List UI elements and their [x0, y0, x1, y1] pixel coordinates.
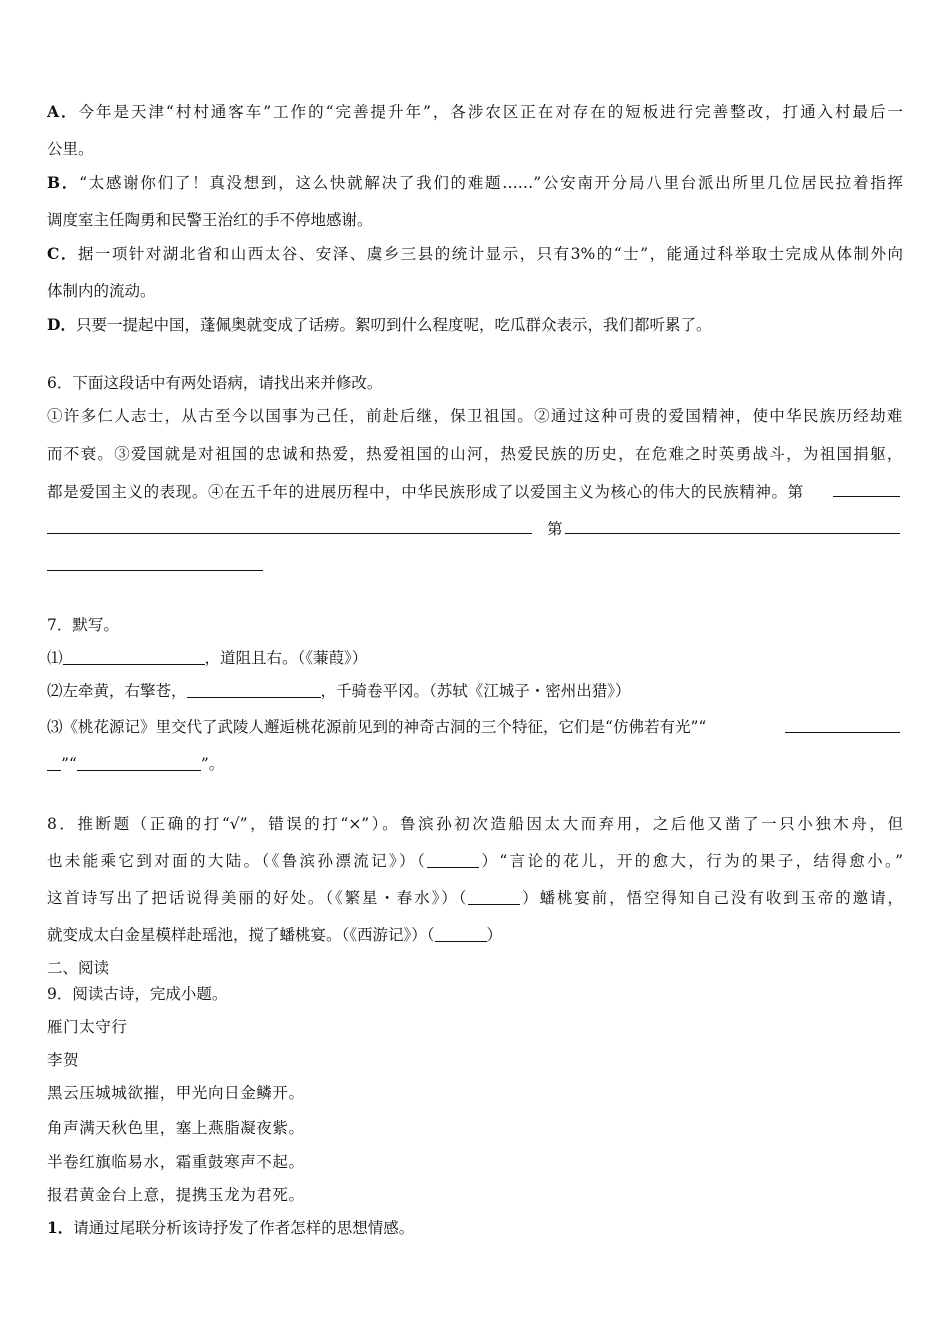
q7-item-3-line1 [47, 716, 787, 738]
q7-item-3-end-a: ”“ [61, 755, 77, 773]
q7-item-3-blank-1a[interactable] [785, 716, 900, 733]
poem-line-4: 报君黄金台上意，提携玉龙为君死。 [47, 1186, 305, 1204]
q9-title: 9．阅读古诗，完成小题。 [47, 985, 228, 1003]
option-c-line2: 体制内的流动。 [47, 282, 156, 300]
q8-line2-text-b: ）“言论的花儿，开的愈大，行为的果子，结得愈小。” [479, 852, 903, 870]
option-a-line1 [47, 101, 903, 123]
q8-line3-text-a: 这首诗写出了把话说得美丽的好处。（《繁星・春水》）（ [47, 889, 469, 907]
q7-item-1-blank[interactable] [63, 648, 205, 665]
q7-item-3-blank-2[interactable] [77, 754, 201, 771]
q9-subquestion-1-num: 1． [47, 1218, 74, 1237]
option-a-text: 今年是天津“村村通客车”工作的“完善提升年”，各涉农区正在对存在的短板进行完善整改，打通入村最后一 [78, 103, 903, 121]
q6-answer-blank-2b[interactable] [47, 554, 263, 571]
option-b-text: “太感谢你们了！真没想到，这么快就解决了我们的难题……”公安南开分局八里台派出所里几位居民拉着指挥 [79, 174, 903, 192]
option-b-label: B． [47, 173, 80, 192]
q6-di-label: 第 [547, 520, 563, 538]
q6-answer-blank-1b[interactable] [47, 517, 532, 534]
q9-subquestion-1 [47, 1217, 903, 1239]
q7-item-2-text-b: ，千骑卷平冈。（苏轼《江城子・密州出猎》） [320, 682, 631, 700]
option-a-line2: 公里。 [47, 140, 94, 158]
q7-item-1-text: ，道阻且右。（《蒹葭》） [204, 649, 368, 667]
option-d-line1 [47, 314, 903, 336]
option-d-text: 只要一提起中国，蓬佩奥就变成了话痨。絮叨到什么程度呢，吃瓜群众表示，我们都听累了。 [75, 316, 712, 334]
poem-line-1: 黑云压城城欲摧，甲光向日金鳞开。 [47, 1084, 305, 1102]
q7-item-3-end-b: ”。 [200, 755, 225, 773]
poem-line-2: 角声满天秋色里，塞上燕脂凝夜紫。 [47, 1119, 305, 1137]
q6-title: 6．下面这段话中有两处语病，请找出来并修改。 [47, 374, 383, 392]
option-c-line1 [47, 243, 903, 265]
q7-item-2-text-a: 左牵黄，右擎苍， [62, 682, 187, 700]
q7-item-2-blank[interactable] [187, 681, 321, 698]
q7-item-1-num: ⑴ [47, 649, 63, 667]
poem-line-3: 半卷红旗临易水，霜重鼓寒声不起。 [47, 1153, 305, 1171]
q8-line1: 8．推断题（正确的打“√”，错误的打“×”）。鲁滨孙初次造船因太大而弃用，之后他又凿了一只小独木舟，但 [47, 815, 903, 833]
q8-answer-blank-3[interactable] [435, 925, 487, 942]
q8-line4-text-b: ） [486, 926, 503, 944]
q7-item-3-num: ⑶ [47, 718, 63, 736]
q7-title: 7．默写。 [47, 616, 119, 634]
option-d-label: D． [47, 315, 76, 334]
q7-item-2-num: ⑵ [47, 682, 63, 700]
q7-item-3-blank-1b[interactable] [47, 754, 61, 771]
option-c-label: C． [47, 244, 78, 263]
q7-item-3-line2 [47, 753, 903, 775]
poem-author: 李贺 [47, 1051, 80, 1069]
q6-answer-blank-1a[interactable] [833, 480, 900, 497]
q8-line2 [47, 850, 903, 872]
q8-line3 [47, 887, 903, 909]
option-b-line2: 调度室主任陶勇和民警王治红的手不停地感谢。 [47, 211, 373, 229]
q7-item-2 [47, 680, 903, 702]
q8-line4 [47, 924, 903, 946]
q6-paragraph-line1: ①许多仁人志士，从古至今以国事为己任，前赴后继，保卫祖国。②通过这种可贵的爱国精神，使中华民族历经劫难 [47, 407, 903, 425]
q8-line3-text-b: ）蟠桃宴前，悟空得知自己没有收到玉帝的邀请， [520, 889, 903, 907]
section-heading: 二、阅读 [47, 959, 110, 977]
poem-title: 雁门太守行 [47, 1018, 128, 1036]
q7-item-3-text: 《桃花源记》里交代了武陵人邂逅桃花源前见到的神奇古洞的三个特征，它们是“仿佛若有光”“ [62, 718, 707, 736]
q7-item-1 [47, 647, 903, 669]
q9-subquestion-1-text: 请通过尾联分析该诗抒发了作者怎样的思想情感。 [73, 1219, 415, 1237]
option-a-label: A． [47, 102, 79, 121]
q8-line4-text-a: 就变成太白金星模样赴瑶池，搅了蟠桃宴。（《西游记》）（ [47, 926, 435, 944]
option-b-line1 [47, 172, 903, 194]
q6-paragraph-line2: 而不衰。③爱国就是对祖国的忠诚和热爱，热爱祖国的山河，热爱民族的历史，在危难之时英勇战斗，为祖国捐躯， [47, 445, 903, 463]
q8-answer-blank-1[interactable] [427, 851, 479, 868]
q6-paragraph-line3: 都是爱国主义的表现。④在五千年的进展历程中，中华民族形成了以爱国主义为核心的伟大的民族精神。第 [47, 483, 804, 501]
q8-answer-blank-2[interactable] [468, 888, 520, 905]
option-c-text: 据一项针对湖北省和山西太谷、安泽、虞乡三县的统计显示，只有3%的“士”，能通过科举取士完成从体制外向 [77, 245, 903, 263]
q8-line2-text-a: 也未能乘它到对面的大陆。（《鲁滨孙漂流记》）（ [47, 852, 428, 870]
q6-answer-blank-2a[interactable] [565, 517, 900, 534]
